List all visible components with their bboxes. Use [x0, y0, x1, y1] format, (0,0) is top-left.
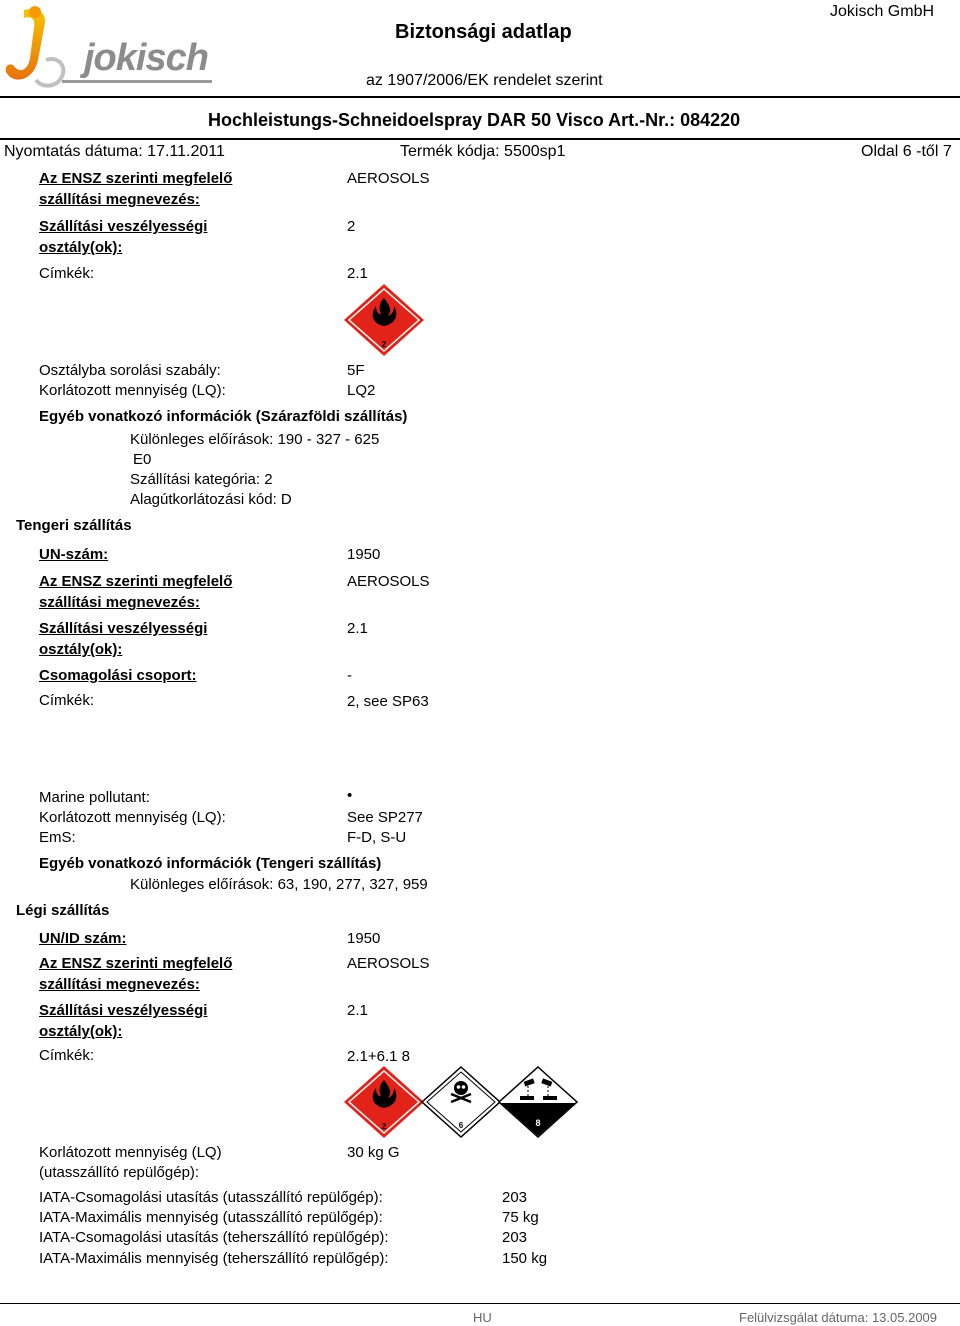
sea-labels-value: 2, see SP63: [347, 693, 429, 710]
document-title: Biztonsági adatlap: [395, 21, 572, 43]
svg-text:2: 2: [381, 1122, 387, 1131]
sea-marine-value: •: [347, 787, 353, 804]
land-class-label: Szállítási veszélyességi: [39, 218, 208, 235]
iata-row-label: IATA-Csomagolási utasítás (teherszállító repülőgép):: [39, 1229, 389, 1246]
svg-text:6: 6: [458, 1121, 464, 1130]
flame-icon: [344, 1066, 424, 1142]
sea-packing-value: -: [347, 667, 352, 684]
sea-heading: Tengeri szállítás: [16, 517, 132, 534]
footer-rule: [0, 1303, 960, 1304]
sea-class-value: 2.1: [347, 620, 368, 637]
sea-un-label: UN-szám:: [39, 546, 109, 563]
sea-lq-label: Korlátozott mennyiség (LQ):: [39, 809, 226, 826]
sea-marine-label: Marine pollutant:: [39, 789, 150, 806]
iata-row-value: 75 kg: [502, 1209, 539, 1226]
sea-special: Különleges előírások: 63, 190, 277, 327, 959: [130, 876, 428, 893]
land-category: Szállítási kategória: 2: [130, 471, 273, 488]
land-lq-label: Korlátozott mennyiség (LQ):: [39, 382, 226, 399]
land-classification-value: 5F: [347, 362, 365, 379]
svg-text:8: 8: [535, 1118, 541, 1128]
air-un-name-label: Az ENSZ szerinti megfelelő: [39, 955, 233, 972]
land-other-heading: Egyéb vonatkozó információk (Szárazföldi szállítás): [39, 408, 408, 425]
product-code: Termék kódja: 5500sp1: [400, 143, 566, 160]
print-date: Nyomtatás dátuma: 17.11.2011: [4, 143, 225, 160]
air-lq-label-2: (utasszállító repülőgép):: [39, 1164, 200, 1181]
iata-row-value: 203: [502, 1189, 528, 1206]
iata-row-value: 150 kg: [502, 1250, 548, 1267]
air-labels-value: 2.1+6.1 8: [347, 1048, 410, 1065]
land-tunnel: Alagútkorlátozási kód: D: [130, 491, 292, 508]
air-un-value: 1950: [347, 930, 381, 947]
land-classification-label: Osztályba sorolási szabály:: [39, 362, 221, 379]
skull-icon: [421, 1066, 501, 1142]
land-un-name-value: AEROSOLS: [347, 170, 430, 187]
land-special: Különleges előírások: 190 - 327 - 625: [130, 431, 380, 448]
iata-row-label: IATA-Csomagolási utasítás (utasszállító repülőgép):: [39, 1189, 383, 1206]
sea-ems-value: F-D, S-U: [347, 829, 407, 846]
land-un-name-label: Az ENSZ szerinti megfelelő: [39, 170, 233, 187]
iata-row-label: IATA-Maximális mennyiség (teherszállító repülőgép):: [39, 1250, 389, 1267]
company-name: Jokisch GmbH: [830, 3, 935, 20]
product-name: Hochleistungs-Schneidoelspray DAR 50 Visco Art.-Nr.: 084220: [208, 110, 741, 130]
page-number: Oldal 6 -től 7: [861, 143, 952, 160]
air-labels-label: Címkék:: [39, 1047, 95, 1064]
sea-class-label: Szállítási veszélyességi: [39, 620, 208, 637]
air-heading: Légi szállítás: [16, 902, 110, 919]
sea-packing-label: Csomagolási csoport:: [39, 667, 197, 684]
sea-labels-label: Címkék:: [39, 692, 95, 709]
air-class-label-2: osztály(ok):: [39, 1023, 123, 1040]
land-labels-label: Címkék:: [39, 265, 95, 282]
sea-un-name-value: AEROSOLS: [347, 573, 430, 590]
land-class-label-2: osztály(ok):: [39, 239, 123, 256]
air-lq-value: 30 kg G: [347, 1144, 400, 1161]
sea-un-name-label: Az ENSZ szerinti megfelelő: [39, 573, 233, 590]
land-e0: E0: [133, 451, 152, 468]
air-lq-label: Korlátozott mennyiség (LQ): [39, 1144, 222, 1161]
sea-ems-label: EmS:: [39, 829, 76, 846]
land-labels-value: 2.1: [347, 265, 368, 282]
footer-revision-date: Felülvizsgálat dátuma: 13.05.2009: [739, 1310, 938, 1325]
flame-icon: [344, 284, 424, 360]
iata-row-value: 203: [502, 1229, 528, 1246]
company-logo: [0, 0, 225, 95]
air-un-name-label-2: szállítási megnevezés:: [39, 976, 200, 993]
iata-row-label: IATA-Maximális mennyiség (utasszállító repülőgép):: [39, 1209, 383, 1226]
air-un-name-value: AEROSOLS: [347, 955, 430, 972]
sea-un-value: 1950: [347, 546, 381, 563]
land-lq-value: LQ2: [347, 382, 376, 399]
logo-wordmark: jokisch: [84, 37, 208, 79]
air-class-label: Szállítási veszélyességi: [39, 1002, 208, 1019]
land-class-value: 2: [347, 218, 356, 235]
corrosion-icon: [498, 1066, 578, 1142]
sea-other-heading: Egyéb vonatkozó információk (Tengeri szállítás): [39, 855, 382, 872]
regulation-text: az 1907/2006/EK rendelet szerint: [366, 72, 603, 89]
air-class-value: 2.1: [347, 1002, 368, 1019]
sea-lq-value: See SP277: [347, 809, 423, 826]
svg-text:2: 2: [381, 340, 387, 349]
land-un-name-label-2: szállítási megnevezés:: [39, 191, 200, 208]
header-rule-top: [0, 96, 960, 98]
sea-class-label-2: osztály(ok):: [39, 641, 123, 658]
sea-un-name-label-2: szállítási megnevezés:: [39, 594, 200, 611]
air-un-label: UN/ID szám:: [39, 930, 127, 947]
footer-language: HU: [473, 1310, 492, 1325]
header-rule-bottom: [0, 138, 960, 140]
